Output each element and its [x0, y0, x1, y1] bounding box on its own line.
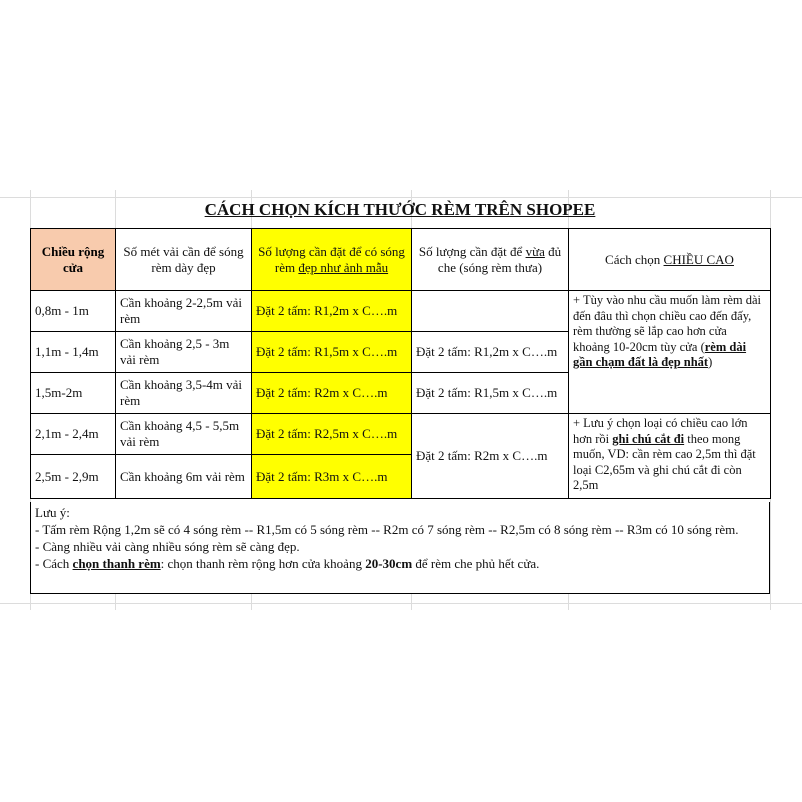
meters-cell: Cần khoảng 3,5-4m vải rèm — [116, 373, 252, 414]
notes-line: - Cách chọn thanh rèm: chọn thanh rèm rộng hơn cửa khoảng 20-30cm để rèm che phủ hết cửa. — [35, 556, 540, 571]
table-row — [31, 291, 771, 332]
notes-line: - Càng nhiều vải càng nhiều sóng rèm sẽ càng đẹp. — [35, 539, 300, 554]
header-width: Chiều rộng cửa — [31, 229, 116, 291]
header-height: Cách chọn CHIỀU CAO — [569, 229, 771, 291]
height-note-1: + Tùy vào nhu cầu muốn làm rèm dài đến đâu thì chọn chiều cao đến đấy, rèm thường sẽ lắp cao hơn cửa khoảng 10-20cm tùy cửa (rèm dài gần chạm đất là đẹp nhất) — [569, 291, 771, 414]
height-note-2: + Lưu ý chọn loại có chiều cao lớn hơn rồi ghi chú cắt đi theo mong muốn, VD: cần rèm cao 2,5m thì đặt loại C2,65m và ghi chú cắt đi còn 2,5m — [569, 414, 771, 499]
width-cell: 2,5m - 2,9m — [31, 455, 116, 499]
meters-cell: Cần khoảng 4,5 - 5,5m vải rèm — [116, 414, 252, 455]
width-cell: 2,1m - 2,4m — [31, 414, 116, 455]
meters-cell: Cần khoảng 2-2,5m vải rèm — [116, 291, 252, 332]
width-cell: 1,1m - 1,4m — [31, 332, 116, 373]
size-guide-table — [30, 228, 771, 499]
notes-block — [30, 502, 770, 594]
meters-cell: Cần khoảng 2,5 - 3m vải rèm — [116, 332, 252, 373]
nice-qty-cell: Đặt 2 tấm: R1,2m x C….m — [252, 291, 412, 332]
nice-qty-cell: Đặt 2 tấm: R3m x C….m — [252, 455, 412, 499]
header-meters: Số mét vải cần để sóng rèm dày đẹp — [116, 229, 252, 291]
meters-cell: Cần khoảng 6m vải rèm — [116, 455, 252, 499]
nice-qty-cell: Đặt 2 tấm: R1,5m x C….m — [252, 332, 412, 373]
page-title: CÁCH CHỌN KÍCH THƯỚC RÈM TRÊN SHOPEE — [204, 200, 596, 219]
header-qty-nice: Số lượng cần đặt để có sóng rèm đẹp như ảnh mẫu — [252, 229, 412, 291]
cover-qty-cell: Đặt 2 tấm: R2m x C….m — [412, 414, 569, 499]
cover-qty-cell: Đặt 2 tấm: R1,5m x C….m — [412, 373, 569, 414]
nice-qty-cell: Đặt 2 tấm: R2,5m x C….m — [252, 414, 412, 455]
header-row — [31, 229, 771, 291]
cover-qty-cell-empty — [412, 291, 569, 332]
table-row — [31, 414, 771, 455]
width-cell: 0,8m - 1m — [31, 291, 116, 332]
notes-line: - Tấm rèm Rộng 1,2m sẽ có 4 sóng rèm -- R1,5m có 5 sóng rèm -- R2m có 7 sóng rèm -- R2,5m có 8 sóng rèm -- R3m có 10 sóng rèm. — [35, 522, 739, 537]
nice-qty-cell: Đặt 2 tấm: R2m x C….m — [252, 373, 412, 414]
width-cell: 1,5m-2m — [31, 373, 116, 414]
notes-heading: Lưu ý: — [35, 505, 70, 520]
header-qty-cover: Số lượng cần đặt để vừa đủ che (sóng rèm thưa) — [412, 229, 569, 291]
cover-qty-cell: Đặt 2 tấm: R1,2m x C….m — [412, 332, 569, 373]
